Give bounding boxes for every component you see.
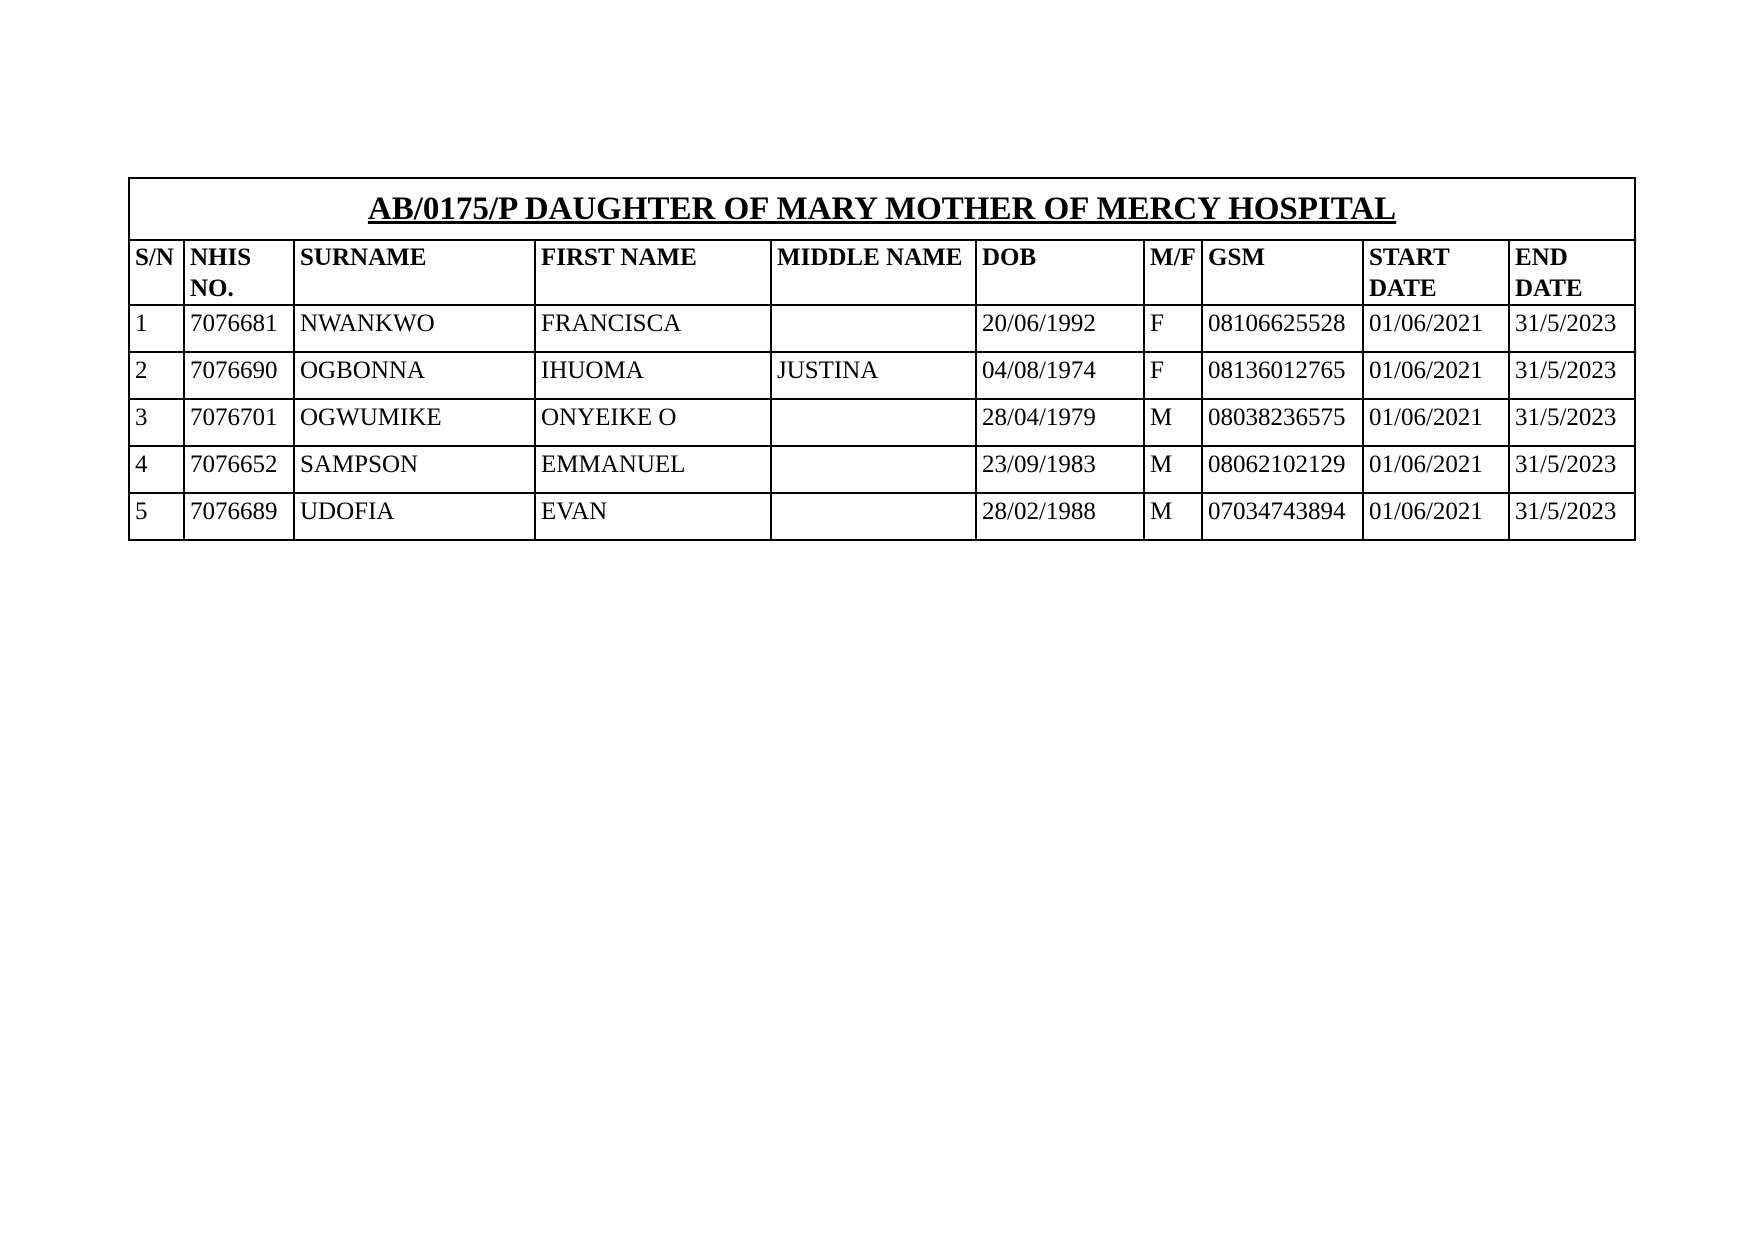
cell-mf: M [1144,446,1202,493]
cell-gsm: 08136012765 [1202,352,1363,399]
cell-gsm: 08038236575 [1202,399,1363,446]
table-row [129,305,1635,352]
title-row [129,178,1635,240]
cell-first-name: ONYEIKE O [535,399,771,446]
cell-start-date: 01/06/2021 [1363,305,1509,352]
cell-first-name: IHUOMA [535,352,771,399]
cell-first-name: EVAN [535,493,771,540]
cell-nhis-no: 7076701 [184,399,294,446]
table-row [129,446,1635,493]
cell-end-date: 31/5/2023 [1509,352,1635,399]
cell-surname: SAMPSON [294,446,535,493]
cell-start-date: 01/06/2021 [1363,493,1509,540]
cell-dob: 28/04/1979 [976,399,1144,446]
cell-start-date: 01/06/2021 [1363,399,1509,446]
header-gsm: GSM [1202,240,1363,305]
table-row [129,493,1635,540]
cell-first-name: EMMANUEL [535,446,771,493]
cell-gsm: 07034743894 [1202,493,1363,540]
cell-middle-name: JUSTINA [771,352,976,399]
table-row [129,399,1635,446]
header-first-name: FIRST NAME [535,240,771,305]
cell-mf: F [1144,305,1202,352]
cell-end-date: 31/5/2023 [1509,399,1635,446]
cell-nhis-no: 7076681 [184,305,294,352]
cell-end-date: 31/5/2023 [1509,493,1635,540]
cell-surname: NWANKWO [294,305,535,352]
cell-end-date: 31/5/2023 [1509,446,1635,493]
cell-dob: 23/09/1983 [976,446,1144,493]
cell-middle-name [771,399,976,446]
header-row [129,240,1635,305]
cell-surname: OGWUMIKE [294,399,535,446]
cell-sn: 5 [129,493,184,540]
enrollee-table [128,177,1636,541]
header-surname: SURNAME [294,240,535,305]
cell-surname: UDOFIA [294,493,535,540]
cell-sn: 4 [129,446,184,493]
cell-sn: 3 [129,399,184,446]
cell-sn: 2 [129,352,184,399]
cell-start-date: 01/06/2021 [1363,446,1509,493]
cell-nhis-no: 7076652 [184,446,294,493]
cell-middle-name [771,305,976,352]
cell-gsm: 08106625528 [1202,305,1363,352]
cell-end-date: 31/5/2023 [1509,305,1635,352]
cell-mf: M [1144,399,1202,446]
cell-sn: 1 [129,305,184,352]
cell-middle-name [771,446,976,493]
cell-first-name: FRANCISCA [535,305,771,352]
header-start-date: START DATE [1363,240,1509,305]
cell-mf: F [1144,352,1202,399]
cell-dob: 28/02/1988 [976,493,1144,540]
header-dob: DOB [976,240,1144,305]
header-end-date: END DATE [1509,240,1635,305]
cell-dob: 20/06/1992 [976,305,1144,352]
header-nhis-no: NHIS NO. [184,240,294,305]
cell-dob: 04/08/1974 [976,352,1144,399]
table-row [129,352,1635,399]
header-sn: S/N [129,240,184,305]
cell-middle-name [771,493,976,540]
cell-start-date: 01/06/2021 [1363,352,1509,399]
cell-gsm: 08062102129 [1202,446,1363,493]
cell-nhis-no: 7076689 [184,493,294,540]
header-middle-name: MIDDLE NAME [771,240,976,305]
page-title: AB/0175/P DAUGHTER OF MARY MOTHER OF MERCY HOSPITAL [129,178,1635,240]
header-mf: M/F [1144,240,1202,305]
cell-surname: OGBONNA [294,352,535,399]
cell-mf: M [1144,493,1202,540]
cell-nhis-no: 7076690 [184,352,294,399]
